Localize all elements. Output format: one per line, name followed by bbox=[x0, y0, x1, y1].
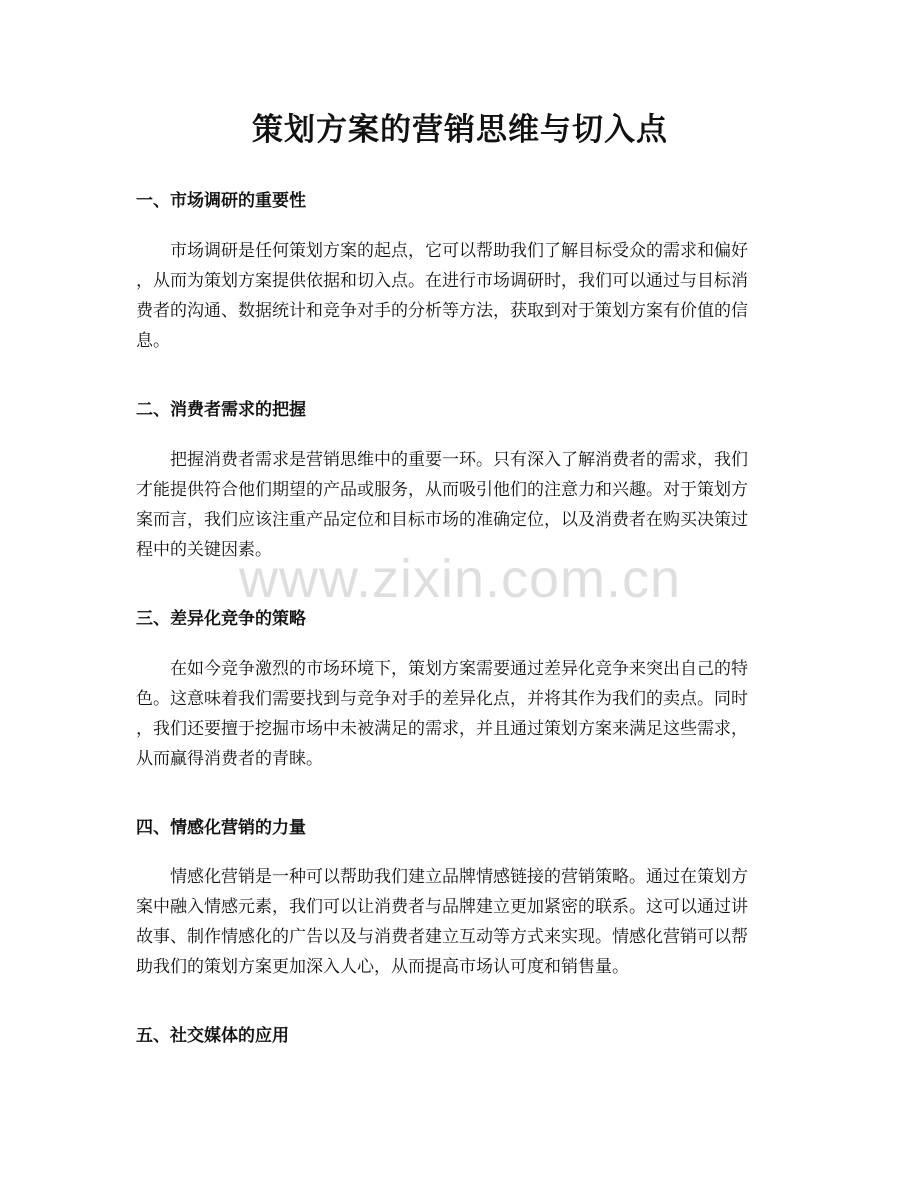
paragraph-line: 色。这意味着我们需要找到与竞争对手的差异化点，并将其作为我们的卖点。同时 bbox=[136, 689, 748, 709]
section-paragraph-3 bbox=[136, 654, 786, 774]
paragraph-line: 费者的沟通、数据统计和竞争对手的分析等方法，获取到对于策划方案有价值的信 bbox=[136, 301, 748, 321]
section-heading-3: 三、差异化竞争的策略 bbox=[136, 609, 306, 629]
section-heading-4: 四、情感化营销的力量 bbox=[136, 818, 306, 838]
section-heading-1: 一、市场调研的重要性 bbox=[136, 191, 306, 211]
section-paragraph-1 bbox=[136, 236, 786, 356]
paragraph-line: ，从而为策划方案提供依据和切入点。在进行市场调研时，我们可以通过与目标消 bbox=[136, 271, 748, 291]
paragraph-line: 息。 bbox=[136, 331, 170, 351]
paragraph-line: 市场调研是任何策划方案的起点，它可以帮助我们了解目标受众的需求和偏好 bbox=[170, 241, 748, 261]
paragraph-line: 助我们的策划方案更加深入人心，从而提高市场认可度和销售量。 bbox=[136, 957, 629, 977]
paragraph-line: 案而言，我们应该注重产品定位和目标市场的准确定位，以及消费者在购买决策过 bbox=[136, 510, 748, 530]
paragraph-line: 在如今竞争激烈的市场环境下，策划方案需要通过差异化竞争来突出自己的特 bbox=[170, 659, 748, 679]
paragraph-line: 情感化营销是一种可以帮助我们建立品牌情感链接的营销策略。通过在策划方 bbox=[170, 867, 748, 887]
section-heading-5: 五、社交媒体的应用 bbox=[136, 1026, 289, 1046]
paragraph-line: 从而赢得消费者的青睐。 bbox=[136, 749, 323, 769]
paragraph-line: 才能提供符合他们期望的产品或服务，从而吸引他们的注意力和兴趣。对于策划方 bbox=[136, 480, 748, 500]
paragraph-line: ，我们还要擅于挖掘市场中未被满足的需求，并且通过策划方案来满足这些需求， bbox=[136, 719, 748, 739]
paragraph-line: 故事、制作情感化的广告以及与消费者建立互动等方式来实现。情感化营销可以帮 bbox=[136, 927, 748, 947]
section-paragraph-2 bbox=[136, 445, 786, 565]
paragraph-line: 程中的关键因素。 bbox=[136, 540, 272, 560]
paragraph-line: 把握消费者需求是营销思维中的重要一环。只有深入了解消费者的需求，我们 bbox=[170, 450, 748, 470]
section-paragraph-4 bbox=[136, 862, 786, 982]
document-title: 策划方案的营销思维与切入点 bbox=[252, 112, 668, 148]
watermark: www.zixin.com.cn bbox=[238, 549, 682, 609]
paragraph-line: 案中融入情感元素，我们可以让消费者与品牌建立更加紧密的联系。这可以通过讲 bbox=[136, 897, 748, 917]
section-heading-2: 二、消费者需求的把握 bbox=[136, 400, 306, 420]
